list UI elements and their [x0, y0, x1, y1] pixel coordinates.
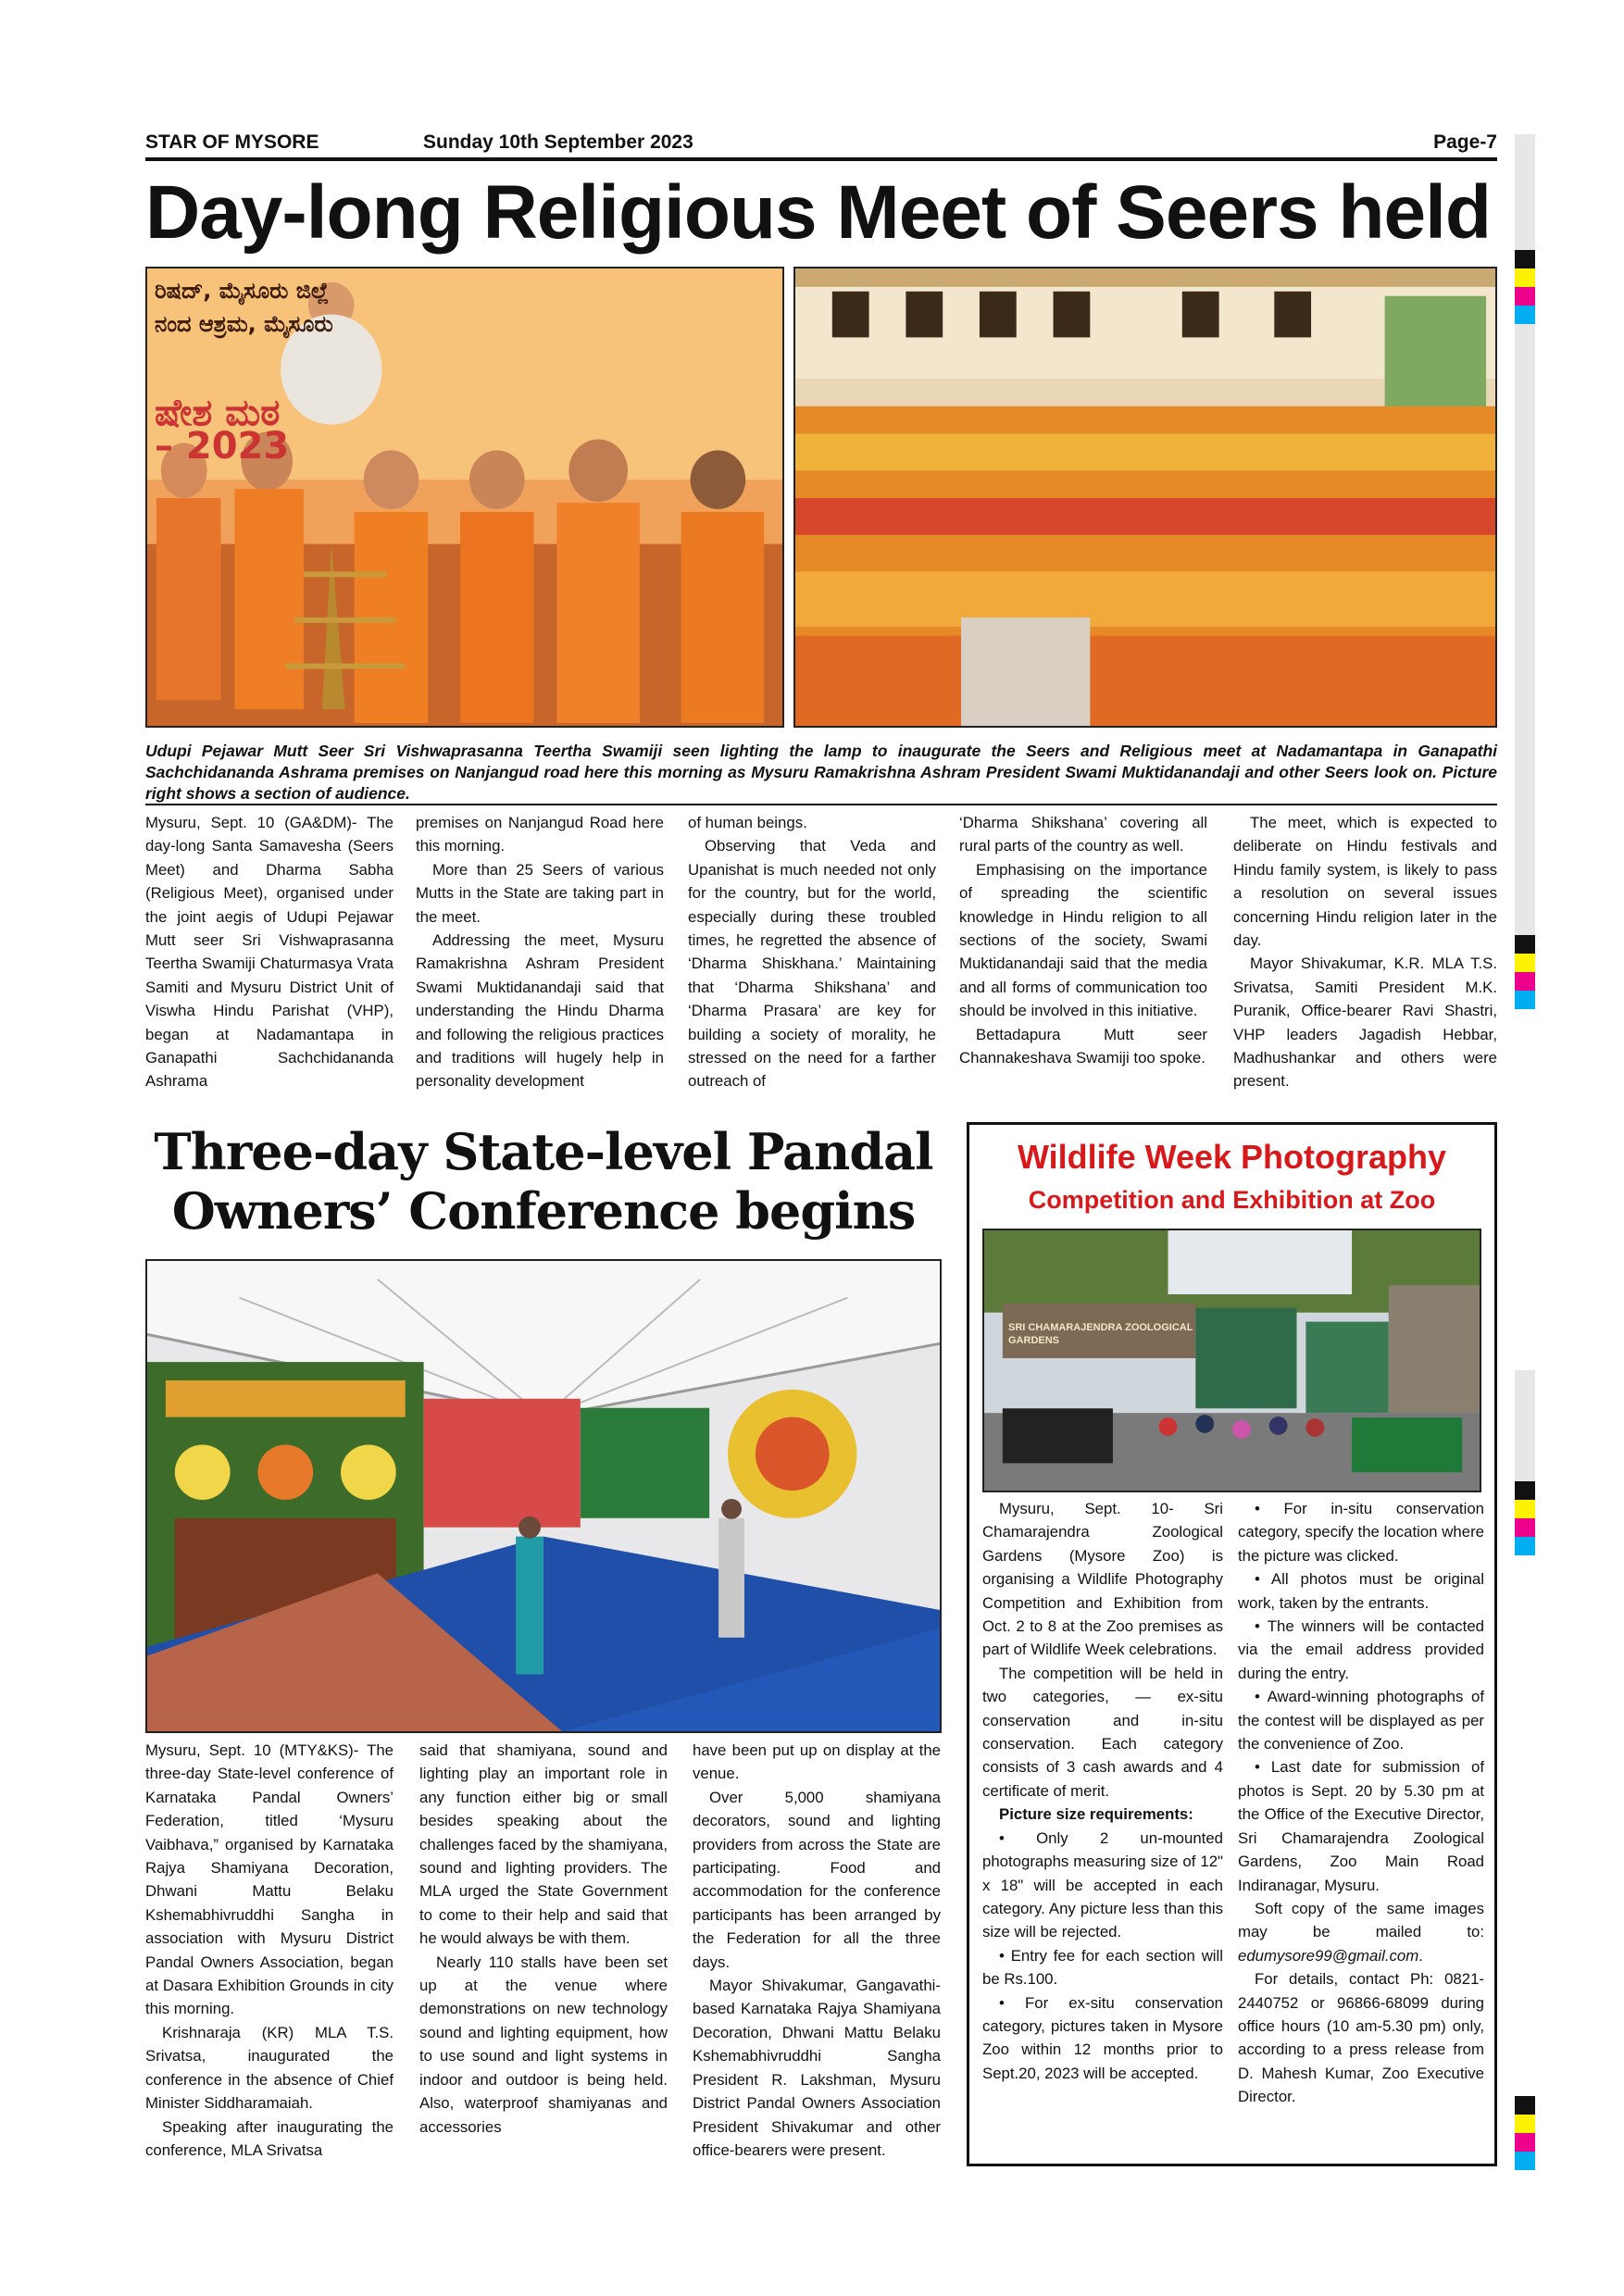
story2-column-1: Mysuru, Sept. 10 (MTY&KS)- The three-day State-level conference of Karnataka Pandal Owners’ Federation, titled ‘Mysuru Vaibhava,” organised by Karnataka Rajya Shamiyana Decoration, Dhwani Mattu Belaku Kshemabhivruddhi Sangha in association with Mysuru District Pandal Owners Association, began at Dasara Exhibition Grounds in city this morning. Krishnaraja (KR) MLA T.S. Srivatsa, inaugurated the conference in the absence of Chief Minister Siddharamaiah. Speaking after inaugurating the conference, MLA Srivatsa — [145, 1741, 394, 2159]
box-column-1: Mysuru, Sept. 10- Sri Chamarajendra Zoological Gardens (Mysore Zoo) is organising a Wildlife Photography Competition and Exhibition from Oct. 2 to 8 at the Zoo premises as part of Wildlife Week celebrations. The competition will be held in two categories, — ex-situ conservation and in-situ conservation. Each category consists of 3 cash awards and 4 certificate of merit. Picture size requirements: • Only 2 un-mounted photographs measuring size of 12" x 18" will be accepted in each category. Any picture less than this size will be rejected. • Entry fee for each section will be Rs.100. • For ex-situ conservation category, pictures taken in Mysore Zoo within 12 months prior to Sept.20, 2023 will be accepted. — [982, 1500, 1223, 2082]
email-address: edumysore99@gmail.com — [1238, 1946, 1419, 1965]
registration-marks-3 — [1515, 1481, 1535, 1555]
story1-column-1: Mysuru, Sept. 10 (GA&DM)- The day-long Santa Samavesha (Seers Meet) and Dharma Sabha (Religious Meet), organised under the joint aegis of Udupi Pejawar Mutt seer Sri Vishwaprasanna Teertha Swamiji Chaturmasya Vrata Samiti and Mysuru District Unit of Viswha Hindu Parishat (VHP), began at Nadamantapa in Ganapathi Sachchidananda Ashrama — [145, 814, 394, 1091]
margin-strip-top — [1515, 134, 1535, 250]
email-paragraph: Soft copy of the same images may be mailed to: edumysore99@gmail.com. — [1238, 1899, 1484, 1965]
registration-marks-4 — [1515, 2096, 1535, 2170]
photo-audience — [793, 267, 1497, 728]
story1-column-3: of human beings. Observing that Veda and Upanishat is much needed not only for the country, but for the world, especially during these troubled times, he regretted the absence of ‘Dharma Shiskhana.’ Maintaining that ‘Dharma Shikshana’ and ‘Dharma Prasara’ are key for building a society of morality, he stressed on the need for a farther outreach of — [688, 814, 936, 1091]
story1-column-4: ‘Dharma Shikshana’ covering all rural parts of the country as well. Emphasising on the importance of spreading the scientific knowledge in Hindu religion to all sections of the society, Swami Muktidanandaji said that the media and all forms of communication too should be involved in this initiative. Bettadapura Mutt seer Channakeshava Swamiji too spoke. — [959, 814, 1207, 1067]
masthead — [145, 128, 1497, 157]
picture-size-heading: Picture size requirements: — [999, 1805, 1193, 1824]
box-subhead: Competition and Exhibition at Zoo — [1028, 1186, 1436, 1214]
photo-caption: Udupi Pejawar Mutt Seer Sri Vishwaprasanna Teertha Swamiji seen lighting the lamp to inaugurate the Seers and Religious meet at Nadamantapa in Ganapathi Sachchidananda Ashrama premises on Nanjangud road here this morning as Mysuru Ramakrishna Ashram President Swami Muktidanandaji and other Seers look on. Picture right shows a section of audience. — [145, 742, 1497, 803]
wildlife-week-box — [967, 1122, 1497, 2166]
photo-zoo-gate — [982, 1229, 1481, 1492]
masthead-rule — [145, 157, 1497, 161]
caption-rule — [145, 804, 1497, 805]
registration-marks-2 — [1515, 935, 1535, 1009]
photo-lamp-lighting — [145, 267, 784, 728]
photo-pandal-venue — [145, 1259, 942, 1733]
box-column-2: • For in-situ conservation category, specify the location where the picture was clicked. • All photos must be original work, taken by the entrants. • The winners will be contacted via the email address provided during the entry. • Award-winning photographs of the contest will be displayed as per the convenience of Zoo. • Last date for submission of photos is Sept. 20 by 5.30 pm at the Office of the Executive Director, Sri Chamarajendra Zoological Gardens, Zoo Main Road Indiranagar, Mysuru. Soft copy of the same images may be mailed to: edumysore99@gmail.com. For details, contact Ph: 0821-2440752 or 96866-68099 during office hours (10 am-5.30 pm) only, according to a press release from D. Mahesh Kumar, Zoo Executive Director. — [1238, 1500, 1484, 2106]
publication-name: STAR OF MYSORE — [145, 131, 319, 153]
story1-column-5: The meet, which is expected to deliberate on Hindu festivals and Hindu family system, is likely to pass a resolution on several issues concerning Hindu religion later in the day. Mayor Shivakumar, K.R. MLA T.S. Srivatsa, Samiti President M.K. Puranik, Office-bearer Ravi Shastri, VHP leaders Jagadish Hebbar, Madhushankar and others were present. — [1233, 814, 1497, 1091]
margin-strip-mid — [1515, 324, 1535, 935]
registration-marks-1 — [1515, 250, 1535, 324]
box-headline: Wildlife Week Photography — [1017, 1138, 1447, 1176]
banner-kannada-text: ರಿಷದ್, ಮೈಸೂರು ಜಿಲ್ಲೆ ನಂದ ಆಶ್ರಮ, ಮೈಸೂರು ಷೇಶ ಮಠ – 2023 — [155, 278, 333, 468]
issue-date: Sunday 10th September 2023 — [423, 131, 693, 153]
headline-seers-meet: Day-long Religious Meet of Seers held — [145, 170, 1491, 255]
zoo-gate-sign: SRI CHAMARAJENDRA ZOOLOGICAL GARDENS — [1008, 1322, 1193, 1346]
story1-column-2: premises on Nanjangud Road here this morning. More than 25 Seers of various Mutts in the State are taking part in the meet. Addressing the meet, Mysuru Ramakrishna Ashram President Swami Muktidanandaji said that understanding the Hindu Dharma and following the religious practices and traditions will hugely help in personality development — [416, 814, 664, 1091]
headline-pandal-conference: Three-day State-level Pandal Owners’ Conference begins — [154, 1122, 933, 1241]
page-number: Page-7 — [1433, 131, 1497, 153]
story2-column-2: said that shamiyana, sound and lighting play an important role in any function either big or small besides speaking about the challenges faced by the shamiyana, sound and lighting providers. The MLA urged the State Government to come to their help and said that he would always be with them. Nearly 110 stalls have been set up at the venue where demonstrations on new technology sound and lighting equipment, how to use sound and light systems in indoor and outdoor is being held. Also, waterproof shamiyanas and accessories — [419, 1741, 668, 2136]
margin-strip-low — [1515, 1370, 1535, 1481]
story2-column-3: have been put up on display at the venue. Over 5,000 shamiyana decorators, sound and lighting providers from across the State are participating. Food and accommodation for the conference participants has been arranged by the Federation for all the three days. Mayor Shivakumar, Gangavathi-based Karnataka Rajya Shamiyana Decoration, Dhwani Mattu Belaku Kshemabhivruddhi Sangha President R. Lakshman, Mysuru District Pandal Owners Association President Shivakumar and other office-bearers were present. — [693, 1741, 941, 2159]
